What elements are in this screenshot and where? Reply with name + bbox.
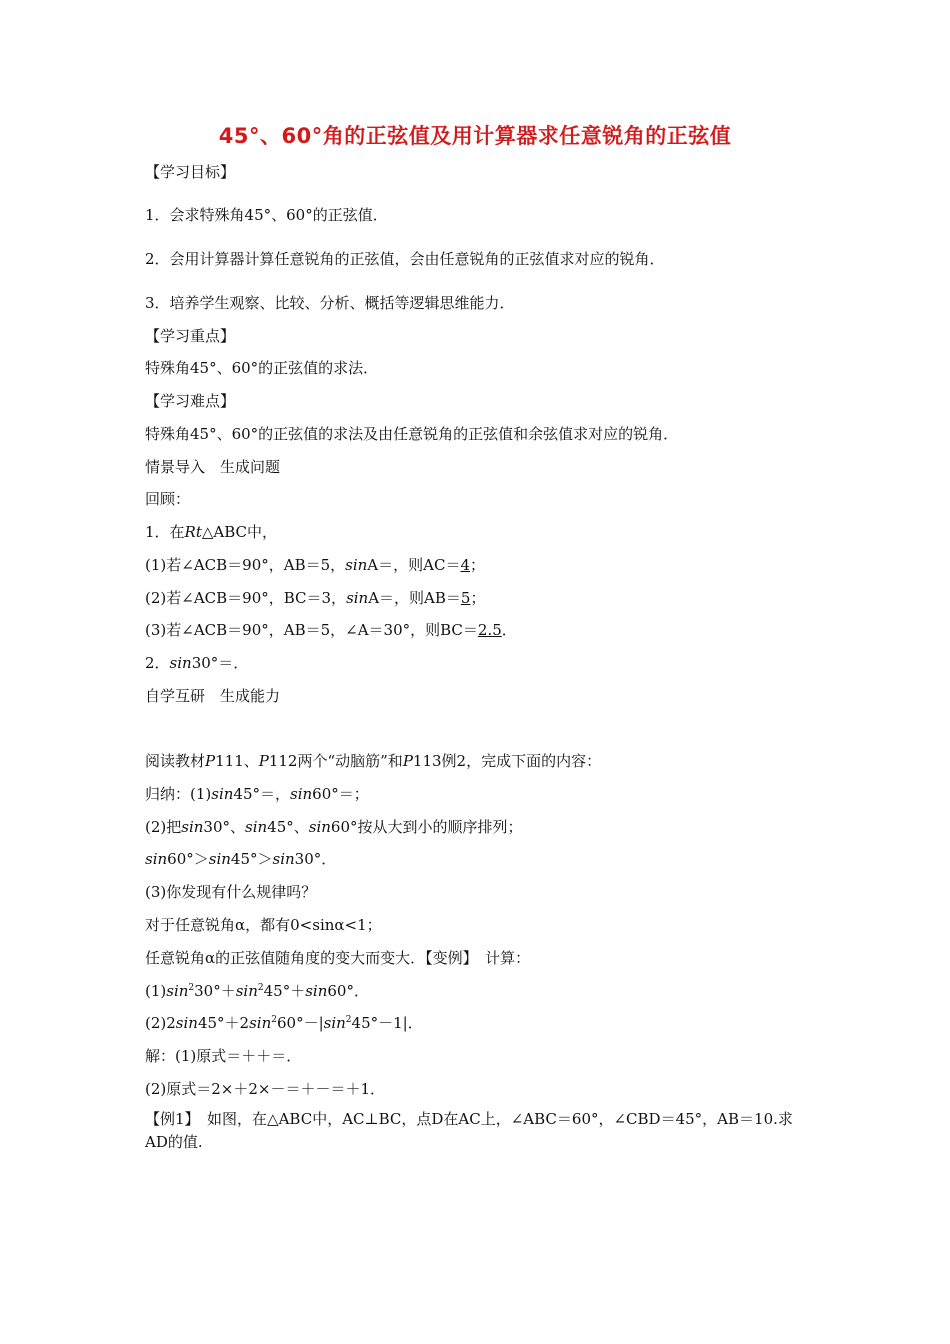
calc2-a: 45°＋2 (197, 1014, 250, 1032)
objective-3: 3．培养学生观察、比较、分析、概括等逻辑思维能力． (145, 294, 515, 312)
square-exponent: 2 (188, 983, 195, 993)
q1b-answer: 5 (460, 589, 471, 607)
rule-monotonic: 任意锐角α的正弦值随角度的变大而变大．【变例】 计算： (145, 949, 531, 967)
q2-text: 30°＝． (191, 654, 249, 672)
summary-prefix: 归纳：(1) (145, 785, 212, 803)
example-1: 【例1】 如图，在△ABC中，AC⊥BC，点D在AC上，∠ABC＝60°，∠CBD＝45°，AB＝10.求AD的值. (145, 1110, 793, 1151)
square-exponent: 2 (271, 1015, 277, 1025)
difficulties-heading: 【学习难点】 (145, 392, 236, 410)
key-points-heading: 【学习重点】 (145, 327, 236, 345)
q1c-answer: 2.5 (477, 621, 502, 639)
sin-symbol: sin (166, 982, 189, 1000)
q1a-answer: 4 (460, 556, 470, 574)
summary-mid: 45°＝， (233, 785, 290, 803)
sin-symbol: sin (272, 850, 295, 868)
calc-question-1 (145, 981, 369, 1001)
sin-symbol: sin (235, 982, 258, 1000)
order-answer (145, 849, 336, 869)
q1c-end: ． (501, 621, 517, 639)
summary-end: 60°＝； (312, 785, 369, 803)
page-title: 45°、60°角的正弦值及用计算器求任意锐角的正弦值 (218, 124, 732, 148)
intro-heading: 情景导入 生成问题 (145, 458, 281, 476)
q1a-text-2: A＝，则AC＝ (367, 556, 461, 574)
sin-symbol: sin (346, 589, 369, 607)
order-answer-b: 45°＞ (230, 850, 273, 868)
page-symbol: P (205, 752, 216, 770)
q1b-text: (2)若∠ACB＝90°，BC＝3， (145, 589, 347, 607)
page-symbol: P (402, 752, 413, 770)
sin-symbol: sin (181, 818, 204, 836)
rule-range: 对于任意锐角α，都有0<sinα<1； (145, 916, 382, 934)
sin-symbol: sin (245, 818, 268, 836)
review-question-2 (145, 653, 248, 673)
sin-symbol: sin (345, 556, 368, 574)
q1a-end: ； (470, 556, 486, 574)
order-a: 30°、 (203, 818, 245, 836)
sin-symbol: sin (208, 850, 231, 868)
order-question (145, 817, 523, 837)
square-exponent: 2 (257, 983, 264, 993)
calc1-c: 60°． (327, 982, 369, 1000)
calc2-prefix: (2)2 (145, 1014, 176, 1032)
sin-symbol: sin (305, 982, 328, 1000)
q1a-text: (1)若∠ACB＝90°，AB＝5， (145, 556, 346, 574)
q1b-end: ； (470, 589, 486, 607)
sin-symbol: sin (308, 818, 331, 836)
square-exponent: 2 (345, 1015, 352, 1025)
sin-symbol: sin (175, 1014, 198, 1032)
q2-prefix: 2． (145, 654, 170, 672)
q1c-text: (3)若∠ACB＝90°，AB＝5，∠A＝30°，则BC＝ (145, 621, 478, 639)
review-question-1c (145, 620, 517, 640)
q1-prefix: 1．在 (145, 523, 185, 541)
order-answer-a: 60°＞ (167, 850, 209, 868)
key-point-text: 特殊角45°、60°的正弦值的求法． (145, 359, 379, 377)
q1b-text-2: A＝，则AB＝ (368, 589, 461, 607)
review-question-1b (145, 588, 485, 608)
difficulty-text: 特殊角45°、60°的正弦值的求法及由任意锐角的正弦值和余弦值求对应的锐角． (145, 425, 679, 443)
calc1-prefix: (1) (145, 982, 167, 1000)
review-question-1a (145, 555, 485, 575)
self-study-heading: 自学互研 生成能力 (145, 687, 281, 705)
objectives-heading: 【学习目标】 (145, 163, 236, 181)
calc-question-2 (145, 1013, 423, 1033)
order-c: 60°按从大到小的顺序排列； (330, 818, 523, 836)
q1-suffix: △ABC中， (201, 523, 278, 541)
calc2-b: 60°－| (276, 1014, 324, 1032)
read-text-2: 111、 (215, 752, 259, 770)
review-label: 回顾： (145, 490, 191, 508)
reading-instruction (145, 751, 601, 771)
order-prefix: (2)把 (145, 818, 182, 836)
sin-symbol: sin (249, 1014, 272, 1032)
calc1-b: 45°＋ (263, 982, 306, 1000)
calc1-a: 30°＋ (194, 982, 236, 1000)
objective-1: 1．会求特殊角45°、60°的正弦值． (145, 206, 388, 224)
review-question-1 (145, 522, 277, 542)
calc2-c: 45°－1|． (351, 1014, 423, 1032)
order-answer-c: 30°． (294, 850, 337, 868)
solution-2: (2)原式＝2×＋2×－＝＋－＝＋1． (145, 1080, 386, 1098)
sin-symbol: sin (145, 850, 168, 868)
read-text-3: 112两个“动脑筋”和 (268, 752, 403, 770)
q1-rt: Rt (184, 523, 202, 541)
sin-symbol: sin (290, 785, 313, 803)
summary-line (145, 784, 369, 804)
objective-2: 2．会用计算器计算任意锐角的正弦值，会由任意锐角的正弦值求对应的锐角． (145, 250, 665, 268)
pattern-question: (3)你发现有什么规律吗？ (145, 883, 317, 901)
solution-1: 解：(1)原式＝＋＋＝． (145, 1047, 302, 1065)
order-b: 45°、 (267, 818, 309, 836)
sin-symbol: sin (211, 785, 234, 803)
read-text-4: 113例2，完成下面的内容： (412, 752, 602, 770)
page-symbol: P (258, 752, 269, 770)
sin-symbol: sin (169, 654, 192, 672)
read-text-1: 阅读教材 (145, 752, 206, 770)
sin-symbol: sin (323, 1014, 346, 1032)
